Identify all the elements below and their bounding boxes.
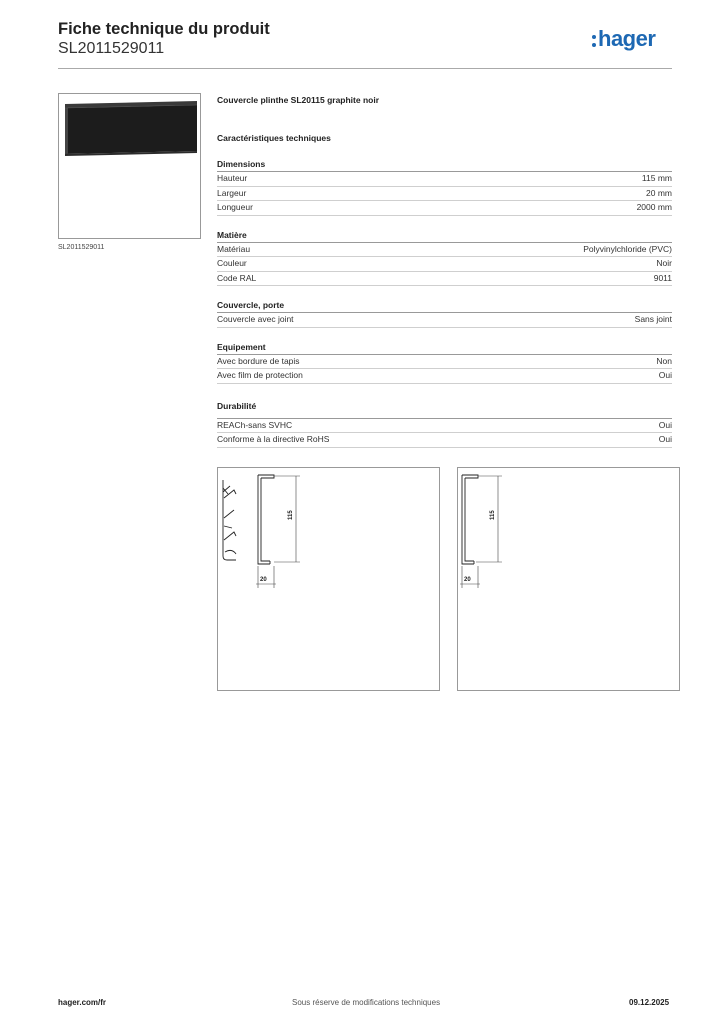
logo-wordmark: hager xyxy=(598,26,656,51)
photo-caption: SL2011529011 xyxy=(58,244,105,251)
height-dimension-label: 115 xyxy=(288,510,294,520)
spec-row xyxy=(217,433,672,448)
spec-value: Polyvinylchloride (PVC) xyxy=(583,243,672,254)
spec-value: Noir xyxy=(656,258,672,268)
spec-label: Couleur xyxy=(217,258,247,268)
spec-group-dimensions xyxy=(217,158,672,216)
product-reference: SL2011529011 xyxy=(58,40,165,57)
header-divider xyxy=(58,68,672,69)
spec-label: Code RAL xyxy=(217,272,257,283)
width-dimension-label: 20 xyxy=(464,577,471,583)
spec-label: Couvercle avec joint xyxy=(217,314,294,324)
spec-value: Oui xyxy=(658,419,672,430)
spec-label: Hauteur xyxy=(217,173,248,183)
group-title: Equipement xyxy=(217,341,672,355)
spec-group-durability xyxy=(217,400,672,448)
product-photo xyxy=(58,93,201,239)
logo-dots-icon xyxy=(592,35,597,51)
spec-group-equipment xyxy=(217,341,672,384)
product-name: Couvercle plinthe SL20115 graphite noir xyxy=(217,95,380,105)
spec-value: Oui xyxy=(658,434,672,444)
spec-value: 2000 mm xyxy=(636,202,672,212)
footer-disclaimer: Sous réserve de modifications techniques xyxy=(292,998,441,1007)
spec-row xyxy=(217,272,672,287)
spec-row xyxy=(217,313,672,328)
spec-value: 115 mm xyxy=(641,173,672,183)
spec-label: REACh-sans SVHC xyxy=(217,419,293,430)
spec-row xyxy=(217,201,672,216)
height-dimension-label: 115 xyxy=(490,510,496,520)
footer-website-link[interactable]: hager.com/fr xyxy=(58,998,107,1007)
spec-group-cover xyxy=(217,299,672,328)
spec-label: Longueur xyxy=(217,202,253,212)
technical-characteristics-title: Caractéristiques techniques xyxy=(217,133,331,143)
specifications-panel xyxy=(217,95,672,478)
profile-drawing xyxy=(458,468,679,690)
spec-label: Avec bordure de tapis xyxy=(217,355,300,366)
spec-value: Oui xyxy=(658,370,672,380)
group-title: Durabilité xyxy=(217,400,257,411)
spec-row xyxy=(217,243,672,258)
footer-date: 09.12.2025 xyxy=(629,998,670,1007)
group-title: Matière xyxy=(217,229,672,243)
hager-logo xyxy=(592,28,676,56)
spec-label: Avec film de protection xyxy=(217,370,303,380)
skirting-cover-image xyxy=(59,94,200,238)
spec-row xyxy=(217,355,672,370)
group-title: Dimensions xyxy=(217,158,672,172)
spec-row xyxy=(217,172,672,187)
spec-value: Non xyxy=(656,355,672,366)
spec-value: 9011 xyxy=(653,272,672,283)
technical-drawing xyxy=(457,467,680,691)
spec-row xyxy=(217,187,672,202)
group-title: Couvercle, porte xyxy=(217,299,672,313)
profile-drawing xyxy=(218,468,439,690)
page-title: Fiche technique du produit xyxy=(58,20,270,38)
spec-value: Sans joint xyxy=(634,314,672,324)
technical-drawing xyxy=(217,467,440,691)
spec-label: Conforme à la directive RoHS xyxy=(217,434,330,444)
width-dimension-label: 20 xyxy=(260,577,267,583)
spec-group-material xyxy=(217,229,672,287)
spec-row xyxy=(217,369,672,384)
spec-label: Matériau xyxy=(217,243,251,254)
spec-row xyxy=(217,257,672,272)
spec-row xyxy=(217,419,672,434)
spec-value: 20 mm xyxy=(646,187,672,198)
spec-label: Largeur xyxy=(217,187,247,198)
